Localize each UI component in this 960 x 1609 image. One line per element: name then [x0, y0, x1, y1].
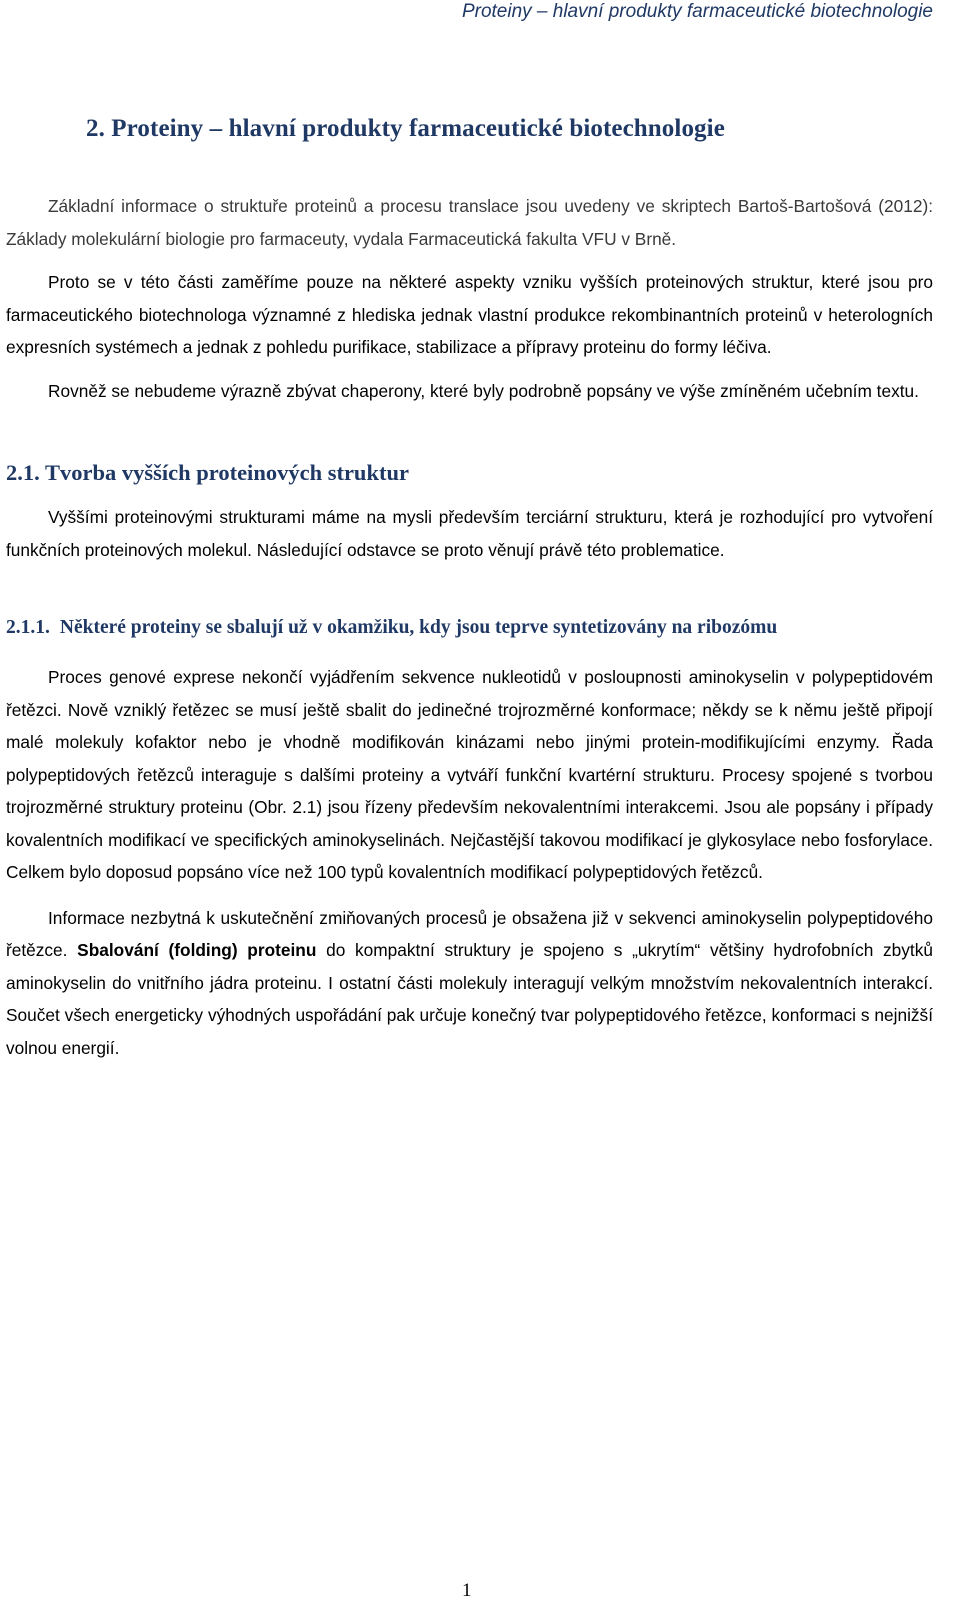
- subsubsection-number: 2.1.1.: [6, 617, 50, 638]
- subsubsection-paragraph-1: Proces genové exprese nekončí vyjádřením sekvence nukleotidů v posloupnosti aminokyselin v polypeptidovém řetězci. Nově vzniklý řetězec se musí ještě sbalit do jedinečné trojrozměrné konformace; někdy se k němu ještě připojí malé molekuly kofaktor nebo je vhodně modifikován kinázami nebo jinými protein-modifikujícími enzymy. Řada polypeptidových řetězců interaguje s dalšími proteiny a vytváří funkční kvartérní strukturu. Procesy spojené s tvorbou trojrozměrné struktury proteinu (Obr. 2.1) jsou řízeny především nekovalentními interakcemi. Jsou ale popsány i případy kovalentních modifikací ve specifických aminokyselinách. Nejčastější takovou modifikací je glykosylace nebo fosforylace. Celkem bylo doposud popsáno více než 100 typů kovalentních modifikací polypeptidových řetězců.: [6, 667, 933, 882]
- intro-paragraph-1: Základní informace o struktuře proteinů a procesu translace jsou uvedeny ve skriptech Bartoš-Bartošová (2012): Základy molekulární biologie pro farmaceuty, vydala Farmaceutická fakulta VFU v Brně.: [6, 196, 933, 249]
- subsubsection-title-text: Některé proteiny se sbalují už v okamžiku, kdy jsou teprve syntetizovány na ribozómu: [59, 617, 778, 638]
- section-title: 2. Proteiny – hlavní produkty farmaceutické biotechnologie: [86, 115, 725, 142]
- subsection-paragraph: Vyššími proteinovými strukturami máme na mysli především terciární strukturu, která je rozhodující pro vytvoření funkčních proteinových molekul. Následující odstavce se proto věnují právě této problematice.: [6, 507, 933, 560]
- spacer: [6, 255, 933, 266]
- paragraph-2-text-end: do kompaktní struktury je spojeno s „ukrytím“ většiny hydrofobních zbytků aminokyselin do vnitřního jádra proteinu. I ostatní části molekuly interagují velkým množstvím nekovalentních interakcí. Součet všech energeticky výhodných uspořádání pak určuje konečný tvar polypeptidového řetězce, konformaci s nejnižší volnou energií.: [6, 940, 933, 1058]
- spacer: [6, 889, 933, 902]
- spacer: [6, 489, 933, 501]
- intro-paragraph-2: Proto se v této části zaměříme pouze na některé aspekty vzniku vyšších proteinových struktur, které jsou pro farmaceutického biotechnologa významné z hlediska jednak vlastní produkce rekombinantních proteinů v heterologních expresních systémech a jednak z pohledu purifikace, stabilizace a přípravy proteinu do formy léčiva.: [6, 272, 933, 357]
- intro-paragraph-3: Rovněž se nebudeme výrazně zbývat chaperony, které byly podrobně popsány ve výše zmíněném učebním textu.: [48, 380, 919, 401]
- folding-term: Sbalování (folding) proteinu: [77, 940, 317, 960]
- spacer: [6, 407, 933, 457]
- subsubsection-title: [6, 612, 933, 643]
- subsubsection-paragraph-2: [6, 902, 933, 1065]
- spacer: [6, 146, 933, 190]
- subsection-title: 2.1. Tvorba vyšších proteinových struktur: [6, 460, 409, 485]
- paragraph-2-text-start: Informace nezbytná k uskutečnění zmiňovaných procesů je obsažena již v sekvenci aminokyselin polypeptidového řetězce.: [6, 907, 933, 960]
- spacer: [6, 643, 933, 661]
- running-header: Proteiny – hlavní produkty farmaceutické biotechnologie: [461, 1, 933, 22]
- page-number: 1: [462, 1580, 472, 1601]
- document-body: [6, 112, 933, 1064]
- spacer: [6, 566, 933, 612]
- spacer: [6, 364, 933, 375]
